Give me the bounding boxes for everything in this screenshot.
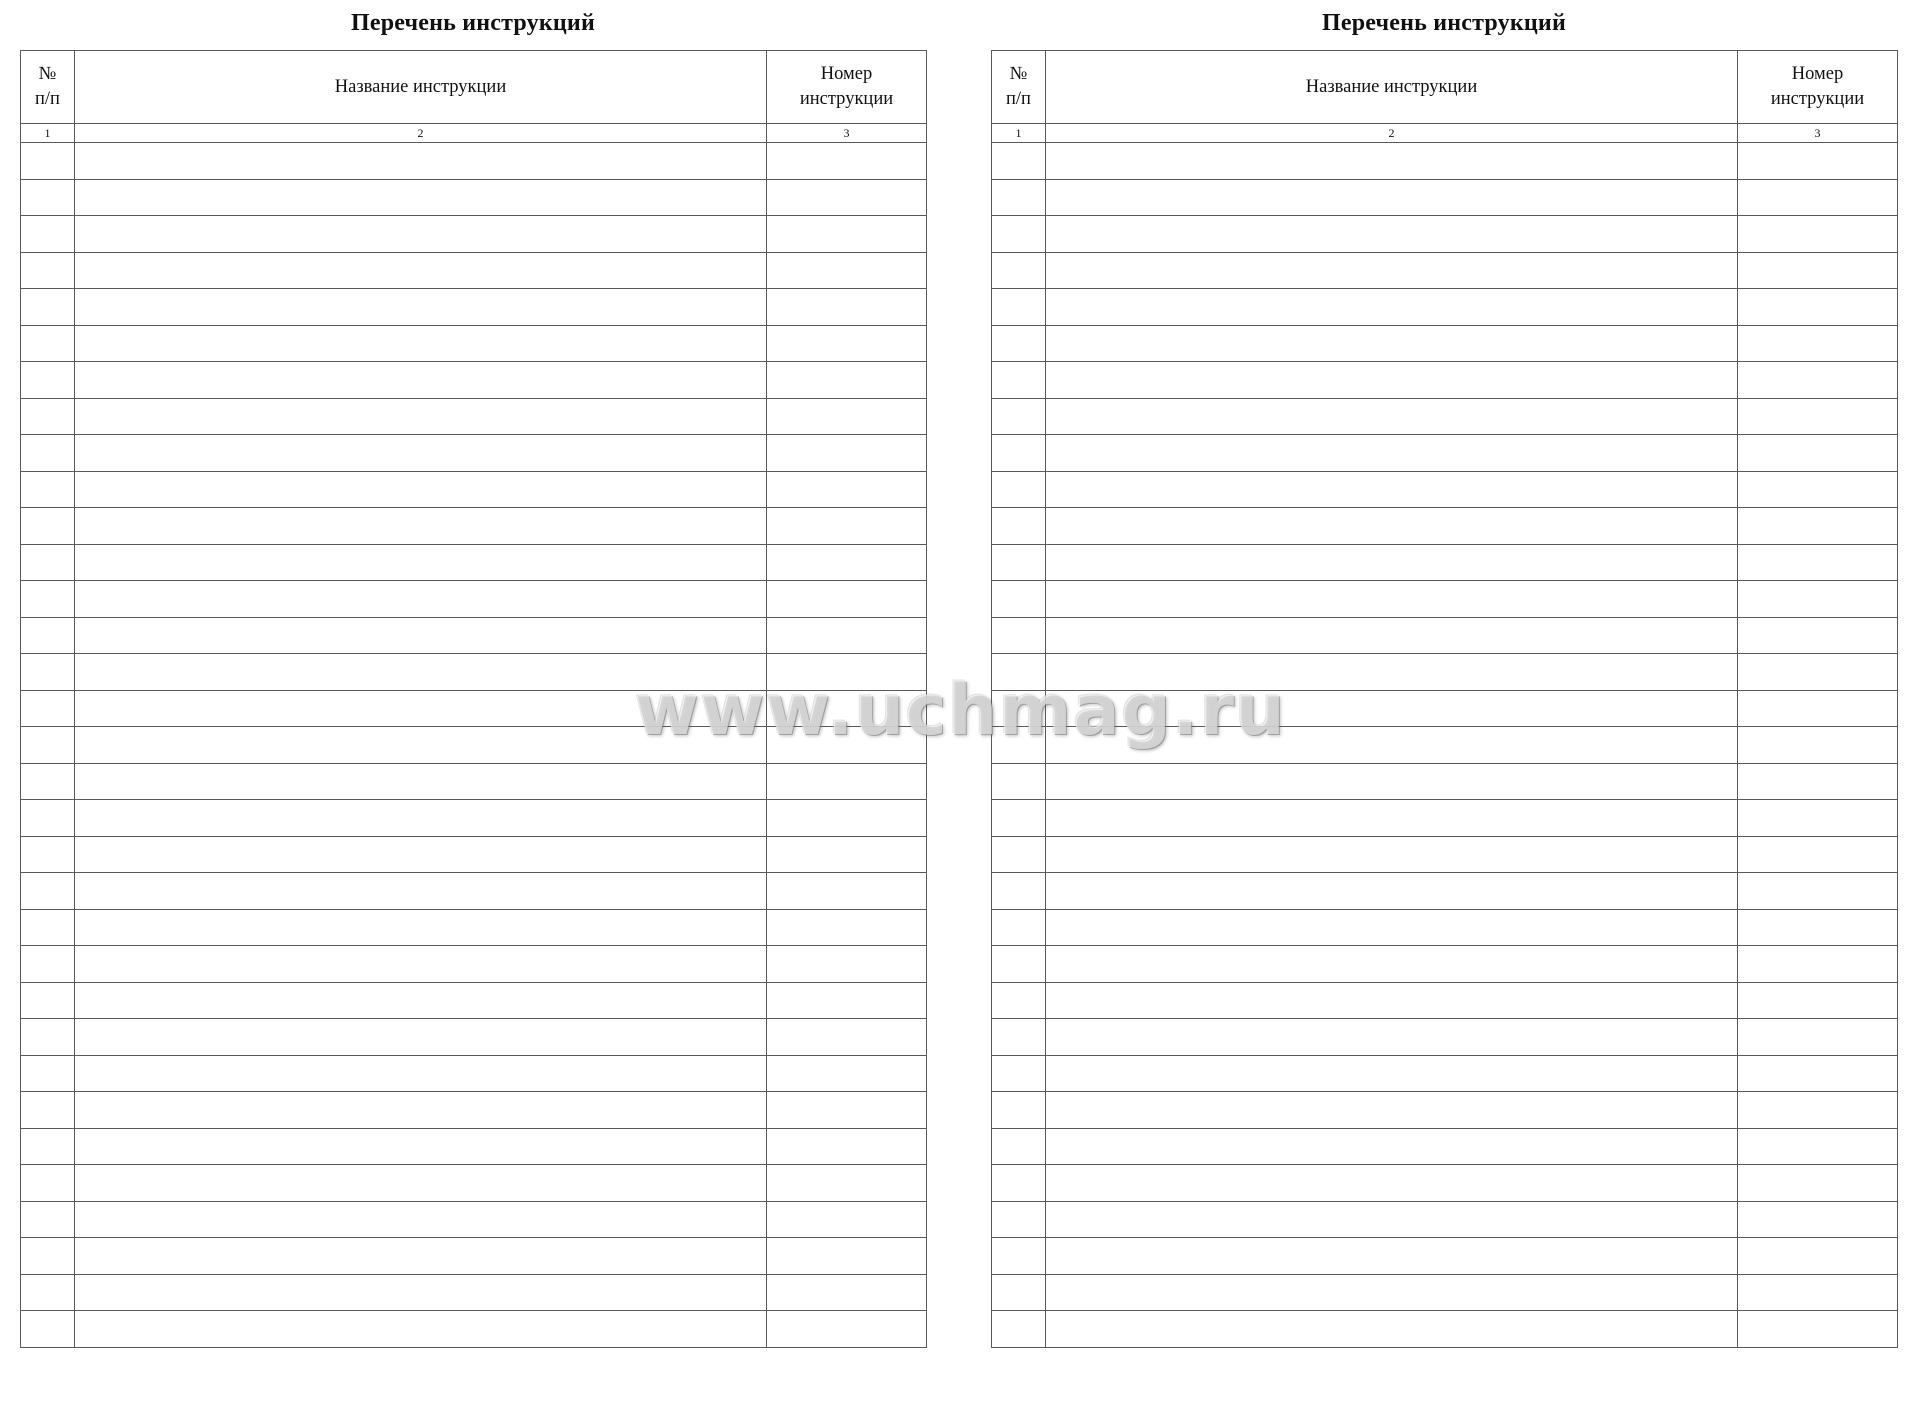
instruction-name-cell: [1046, 435, 1738, 472]
table-row: [21, 252, 927, 289]
row-number-cell: [21, 508, 75, 545]
table-row: [21, 471, 927, 508]
instruction-name-cell: [75, 508, 767, 545]
table-row: [21, 1128, 927, 1165]
instruction-name-cell: [1046, 617, 1738, 654]
instruction-number-cell: [767, 909, 927, 946]
instruction-number-cell: [767, 1055, 927, 1092]
row-number-cell: [21, 617, 75, 654]
instruction-name-cell: [75, 1238, 767, 1275]
instruction-number-cell: [1738, 1019, 1898, 1056]
instruction-name-cell: [1046, 508, 1738, 545]
instruction-name-cell: [75, 398, 767, 435]
row-number-cell: [992, 763, 1046, 800]
table-body: [992, 143, 1898, 1348]
instruction-number-cell: [1738, 946, 1898, 983]
instruction-name-cell: [75, 435, 767, 472]
instruction-number-cell: [1738, 544, 1898, 581]
row-number-cell: [992, 690, 1046, 727]
row-number-cell: [992, 617, 1046, 654]
instruction-name-cell: [1046, 763, 1738, 800]
table-row: [992, 1238, 1898, 1275]
table-row: [21, 690, 927, 727]
table-row: [21, 1238, 927, 1275]
table-row: [21, 1092, 927, 1129]
instruction-name-cell: [75, 946, 767, 983]
table-row: [21, 909, 927, 946]
instruction-name-cell: [1046, 909, 1738, 946]
instruction-number-cell: [767, 362, 927, 399]
column-index: 3: [1738, 124, 1898, 143]
instruction-number-cell: [767, 289, 927, 326]
row-number-cell: [992, 982, 1046, 1019]
instruction-name-cell: [1046, 216, 1738, 253]
row-number-cell: [992, 289, 1046, 326]
instruction-number-cell: [767, 1201, 927, 1238]
instruction-number-cell: [1738, 690, 1898, 727]
row-number-cell: [21, 1201, 75, 1238]
table-row: [21, 581, 927, 618]
row-number-cell: [21, 289, 75, 326]
instruction-number-cell: [1738, 289, 1898, 326]
instruction-number-cell: [1738, 143, 1898, 180]
watermark: www.uchmag.ru: [634, 669, 1286, 751]
instruction-name-cell: [1046, 252, 1738, 289]
instruction-name-cell: [75, 581, 767, 618]
row-number-cell: [992, 654, 1046, 691]
instruction-name-cell: [1046, 873, 1738, 910]
instruction-number-cell: [767, 873, 927, 910]
instructions-table: [991, 50, 1898, 1348]
table-row: [992, 252, 1898, 289]
instruction-number-cell: [767, 471, 927, 508]
table-row: [21, 1311, 927, 1348]
row-number-cell: [992, 800, 1046, 837]
table-row: [21, 1165, 927, 1202]
instruction-name-cell: [75, 763, 767, 800]
instruction-name-cell: [75, 179, 767, 216]
table-row: [21, 143, 927, 180]
row-number-cell: [21, 1055, 75, 1092]
instruction-name-cell: [1046, 1092, 1738, 1129]
row-number-cell: [21, 1165, 75, 1202]
table-row: [992, 1201, 1898, 1238]
instruction-number-cell: [767, 727, 927, 764]
row-number-cell: [992, 1238, 1046, 1275]
instruction-name-cell: [75, 1201, 767, 1238]
column-header-instruction-number: Номер инструкции: [767, 51, 927, 124]
instruction-number-cell: [767, 617, 927, 654]
instruction-number-cell: [1738, 508, 1898, 545]
instruction-number-cell: [767, 763, 927, 800]
row-number-cell: [992, 909, 1046, 946]
instruction-name-cell: [1046, 289, 1738, 326]
instruction-name-cell: [1046, 727, 1738, 764]
row-number-cell: [992, 325, 1046, 362]
row-number-cell: [21, 654, 75, 691]
column-header-number: № п/п: [21, 51, 75, 124]
table-row: [21, 179, 927, 216]
instruction-name-cell: [75, 1055, 767, 1092]
instruction-name-cell: [1046, 654, 1738, 691]
instruction-name-cell: [75, 143, 767, 180]
header-row: [21, 51, 927, 124]
row-number-cell: [21, 362, 75, 399]
instruction-name-cell: [75, 216, 767, 253]
row-number-cell: [21, 1238, 75, 1275]
instruction-name-cell: [75, 873, 767, 910]
column-index: 1: [992, 124, 1046, 143]
row-number-cell: [992, 508, 1046, 545]
row-number-cell: [992, 1311, 1046, 1348]
instruction-name-cell: [1046, 471, 1738, 508]
row-number-cell: [992, 252, 1046, 289]
instruction-number-cell: [1738, 471, 1898, 508]
table-row: [21, 654, 927, 691]
instruction-name-cell: [75, 362, 767, 399]
row-number-cell: [992, 544, 1046, 581]
row-number-cell: [992, 216, 1046, 253]
instruction-name-cell: [75, 909, 767, 946]
instruction-number-cell: [767, 581, 927, 618]
row-number-cell: [21, 1019, 75, 1056]
row-number-cell: [992, 946, 1046, 983]
column-index: 3: [767, 124, 927, 143]
row-number-cell: [21, 325, 75, 362]
instruction-number-cell: [767, 1019, 927, 1056]
instruction-name-cell: [75, 252, 767, 289]
instruction-number-cell: [767, 800, 927, 837]
instruction-name-cell: [75, 982, 767, 1019]
instruction-name-cell: [1046, 1019, 1738, 1056]
instruction-number-cell: [1738, 654, 1898, 691]
table-row: [21, 982, 927, 1019]
instruction-name-cell: [1046, 982, 1738, 1019]
row-number-cell: [21, 398, 75, 435]
row-number-cell: [992, 727, 1046, 764]
table-row: [992, 909, 1898, 946]
table-row: [992, 544, 1898, 581]
instruction-number-cell: [767, 544, 927, 581]
table-row: [992, 690, 1898, 727]
instruction-number-cell: [1738, 1092, 1898, 1129]
table-row: [21, 289, 927, 326]
instruction-number-cell: [1738, 1055, 1898, 1092]
instruction-number-cell: [767, 1238, 927, 1275]
table-row: [992, 398, 1898, 435]
column-header-name: Название инструкции: [75, 51, 767, 124]
instruction-name-cell: [1046, 836, 1738, 873]
row-number-cell: [992, 581, 1046, 618]
table-row: [21, 727, 927, 764]
table-row: [992, 216, 1898, 253]
table-row: [21, 1055, 927, 1092]
instruction-name-cell: [75, 1019, 767, 1056]
instruction-name-cell: [1046, 1201, 1738, 1238]
instruction-name-cell: [75, 1274, 767, 1311]
table-row: [992, 1019, 1898, 1056]
instruction-name-cell: [1046, 690, 1738, 727]
table-row: [992, 727, 1898, 764]
instruction-name-cell: [75, 690, 767, 727]
row-number-cell: [992, 143, 1046, 180]
table-row: [992, 289, 1898, 326]
row-number-cell: [21, 435, 75, 472]
instruction-name-cell: [1046, 398, 1738, 435]
table-body: [21, 143, 927, 1348]
table-row: [992, 946, 1898, 983]
row-number-cell: [992, 873, 1046, 910]
table-row: [21, 325, 927, 362]
table-row: [992, 1165, 1898, 1202]
row-number-cell: [992, 1092, 1046, 1129]
instruction-name-cell: [75, 325, 767, 362]
instruction-number-cell: [767, 398, 927, 435]
instruction-name-cell: [1046, 362, 1738, 399]
row-number-cell: [992, 398, 1046, 435]
column-index: 1: [21, 124, 75, 143]
instruction-name-cell: [1046, 1165, 1738, 1202]
instruction-number-cell: [1738, 1238, 1898, 1275]
instruction-number-cell: [767, 179, 927, 216]
column-index: 2: [1046, 124, 1738, 143]
row-number-cell: [992, 1201, 1046, 1238]
column-header-instruction-number: Номер инструкции: [1738, 51, 1898, 124]
instruction-name-cell: [75, 471, 767, 508]
table-row: [992, 763, 1898, 800]
table-row: [992, 982, 1898, 1019]
instruction-number-cell: [1738, 1311, 1898, 1348]
row-number-cell: [21, 252, 75, 289]
instruction-number-cell: [767, 1274, 927, 1311]
row-number-cell: [21, 909, 75, 946]
table-row: [992, 471, 1898, 508]
table-row: [21, 435, 927, 472]
instruction-number-cell: [767, 508, 927, 545]
table-row: [992, 873, 1898, 910]
column-header-number: № п/п: [992, 51, 1046, 124]
column-index-row: [21, 124, 927, 143]
table-row: [21, 1201, 927, 1238]
instruction-number-cell: [1738, 1274, 1898, 1311]
instruction-number-cell: [1738, 435, 1898, 472]
row-number-cell: [21, 946, 75, 983]
table-row: [992, 362, 1898, 399]
table-row: [992, 179, 1898, 216]
instruction-number-cell: [767, 982, 927, 1019]
instruction-name-cell: [1046, 1128, 1738, 1165]
instruction-number-cell: [767, 252, 927, 289]
row-number-cell: [992, 1165, 1046, 1202]
row-number-cell: [992, 836, 1046, 873]
table-row: [992, 325, 1898, 362]
row-number-cell: [21, 471, 75, 508]
instruction-name-cell: [1046, 1238, 1738, 1275]
instruction-number-cell: [767, 1165, 927, 1202]
row-number-cell: [21, 544, 75, 581]
instruction-number-cell: [1738, 873, 1898, 910]
table-row: [992, 143, 1898, 180]
page-title: Перечень инструкций: [1322, 10, 1566, 36]
row-number-cell: [21, 1092, 75, 1129]
instruction-number-cell: [1738, 362, 1898, 399]
instruction-name-cell: [75, 544, 767, 581]
table-row: [21, 1019, 927, 1056]
column-index-row: [992, 124, 1898, 143]
table-row: [992, 1311, 1898, 1348]
instruction-name-cell: [1046, 946, 1738, 983]
instruction-number-cell: [1738, 1128, 1898, 1165]
instruction-number-cell: [1738, 581, 1898, 618]
instruction-number-cell: [1738, 216, 1898, 253]
instruction-number-cell: [1738, 982, 1898, 1019]
row-number-cell: [21, 690, 75, 727]
instruction-number-cell: [767, 690, 927, 727]
instruction-number-cell: [767, 946, 927, 983]
row-number-cell: [21, 1128, 75, 1165]
instruction-number-cell: [1738, 727, 1898, 764]
instruction-name-cell: [1046, 179, 1738, 216]
table-row: [992, 508, 1898, 545]
row-number-cell: [21, 836, 75, 873]
instruction-number-cell: [1738, 617, 1898, 654]
instruction-name-cell: [1046, 1055, 1738, 1092]
table-row: [992, 1055, 1898, 1092]
table-row: [21, 836, 927, 873]
row-number-cell: [21, 800, 75, 837]
table-row: [21, 763, 927, 800]
column-index: 2: [75, 124, 767, 143]
table-row: [21, 1274, 927, 1311]
table-row: [992, 654, 1898, 691]
row-number-cell: [992, 179, 1046, 216]
table-row: [992, 836, 1898, 873]
instruction-number-cell: [767, 1092, 927, 1129]
instruction-name-cell: [75, 1092, 767, 1129]
instruction-name-cell: [1046, 1311, 1738, 1348]
instruction-name-cell: [1046, 544, 1738, 581]
instruction-number-cell: [1738, 325, 1898, 362]
table-row: [992, 1092, 1898, 1129]
instruction-name-cell: [75, 654, 767, 691]
instruction-number-cell: [1738, 1165, 1898, 1202]
row-number-cell: [21, 1311, 75, 1348]
instruction-name-cell: [75, 1128, 767, 1165]
row-number-cell: [21, 143, 75, 180]
table-row: [21, 362, 927, 399]
instruction-number-cell: [767, 654, 927, 691]
table-row: [21, 617, 927, 654]
table-row: [21, 800, 927, 837]
table-row: [992, 800, 1898, 837]
instruction-number-cell: [1738, 836, 1898, 873]
instruction-name-cell: [75, 800, 767, 837]
instruction-number-cell: [1738, 252, 1898, 289]
header-row: [992, 51, 1898, 124]
instruction-name-cell: [75, 617, 767, 654]
column-header-name: Название инструкции: [1046, 51, 1738, 124]
table-row: [992, 581, 1898, 618]
row-number-cell: [21, 581, 75, 618]
instruction-number-cell: [1738, 800, 1898, 837]
row-number-cell: [992, 1128, 1046, 1165]
instructions-table: [20, 50, 927, 1348]
instruction-name-cell: [75, 1311, 767, 1348]
table-row: [992, 1128, 1898, 1165]
instruction-number-cell: [1738, 398, 1898, 435]
row-number-cell: [992, 362, 1046, 399]
row-number-cell: [992, 1019, 1046, 1056]
table-row: [21, 873, 927, 910]
instruction-name-cell: [1046, 581, 1738, 618]
row-number-cell: [992, 471, 1046, 508]
instruction-number-cell: [1738, 1201, 1898, 1238]
instruction-number-cell: [767, 836, 927, 873]
row-number-cell: [21, 873, 75, 910]
instruction-name-cell: [1046, 800, 1738, 837]
table-row: [992, 617, 1898, 654]
instruction-number-cell: [767, 216, 927, 253]
instruction-number-cell: [767, 325, 927, 362]
instruction-number-cell: [1738, 763, 1898, 800]
table-row: [992, 435, 1898, 472]
row-number-cell: [21, 216, 75, 253]
table-row: [21, 544, 927, 581]
table-row: [21, 216, 927, 253]
row-number-cell: [21, 727, 75, 764]
instruction-name-cell: [1046, 143, 1738, 180]
instruction-number-cell: [767, 143, 927, 180]
table-row: [21, 508, 927, 545]
instruction-number-cell: [767, 1128, 927, 1165]
row-number-cell: [21, 1274, 75, 1311]
instruction-name-cell: [75, 289, 767, 326]
table-row: [992, 1274, 1898, 1311]
instruction-name-cell: [1046, 1274, 1738, 1311]
table-row: [21, 398, 927, 435]
instruction-name-cell: [1046, 325, 1738, 362]
instruction-name-cell: [75, 1165, 767, 1202]
instruction-name-cell: [75, 836, 767, 873]
row-number-cell: [992, 1055, 1046, 1092]
instruction-number-cell: [767, 435, 927, 472]
row-number-cell: [21, 179, 75, 216]
instruction-number-cell: [767, 1311, 927, 1348]
page-title: Перечень инструкций: [351, 10, 595, 36]
row-number-cell: [992, 1274, 1046, 1311]
instruction-number-cell: [1738, 909, 1898, 946]
instruction-number-cell: [1738, 179, 1898, 216]
instruction-name-cell: [75, 727, 767, 764]
row-number-cell: [21, 982, 75, 1019]
row-number-cell: [992, 435, 1046, 472]
table-row: [21, 946, 927, 983]
row-number-cell: [21, 763, 75, 800]
